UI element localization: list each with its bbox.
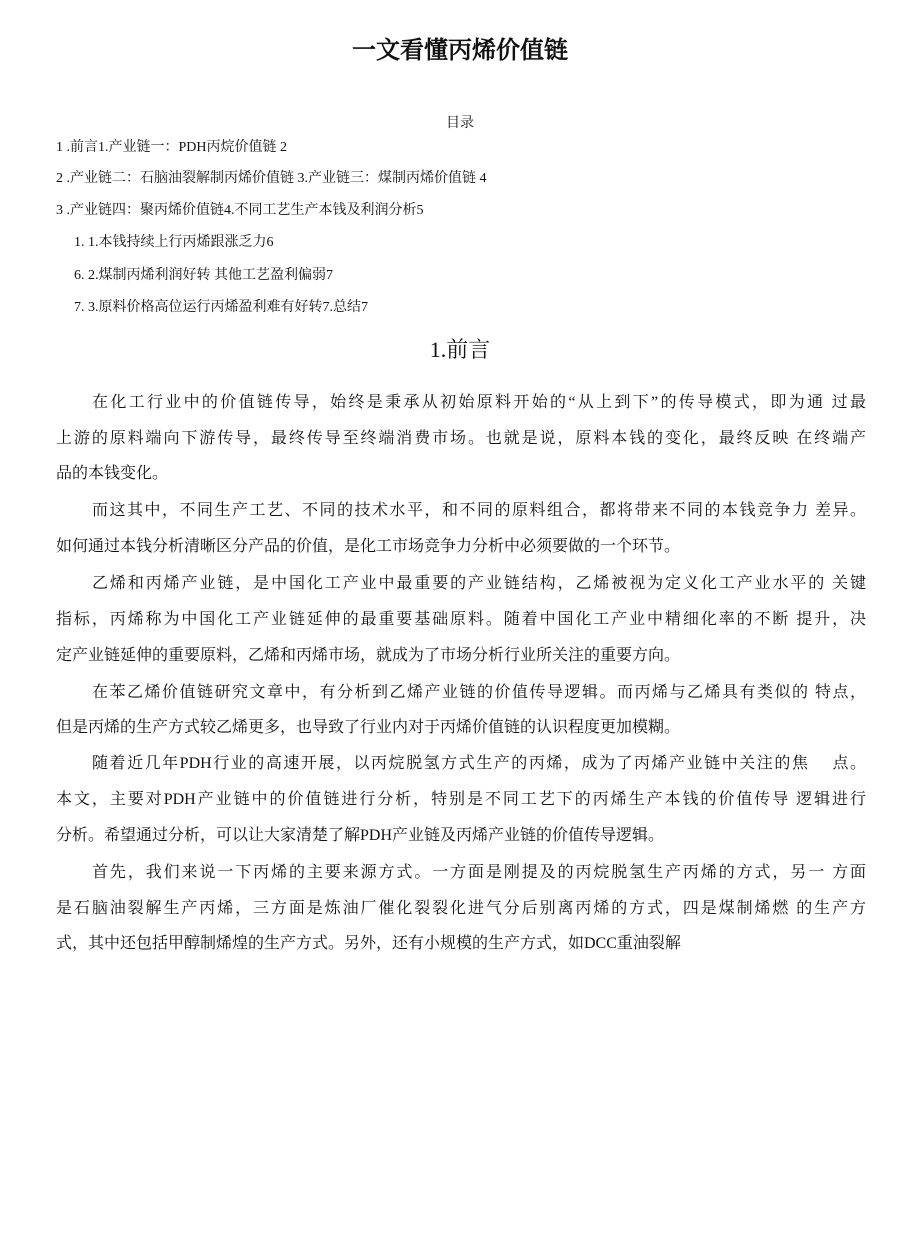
toc-heading: 目录 <box>446 116 474 131</box>
paragraph-line: 本文，主要对PDH产业链中的价值链进行分析，特别是不同工艺下的丙烯生产本钱的价值传导 逻辑进行 <box>56 791 866 808</box>
toc-item[interactable]: 3 .产业链四：聚丙烯价值链4.不同工艺生产本钱及利润分析5 <box>56 203 424 218</box>
paragraph-line: 如何通过本钱分析清晰区分产品的价值，是化工市场竞争力分析中必须要做的一个环节。 <box>56 538 681 555</box>
toc-item[interactable]: 7. 3.原料价格高位运行丙烯盈利难有好转7.总结7 <box>74 300 368 315</box>
document-title: 一文看懂丙烯价值链 <box>352 37 568 64</box>
paragraph-line: 但是丙烯的生产方式较乙烯更多，也导致了行业内对于丙烯价值链的认识程度更加模糊。 <box>56 719 681 736</box>
paragraph-line: 上游的原料端向下游传导，最终传导至终端消费市场。也就是说，原料本钱的变化，最终反映 在终端产 <box>56 430 866 447</box>
paragraph-line: 在苯乙烯价值链研究文章中，有分析到乙烯产业链的价值传导逻辑。而丙烯与乙烯具有类似的 特点， <box>92 684 866 701</box>
paragraph-line: 定产业链延伸的重要原料，乙烯和丙烯市场，就成为了市场分析行业所关注的重要方向。 <box>56 647 681 664</box>
paragraph-line: 随着近几年PDH行业的高速开展，以丙烷脱氢方式生产的丙烯，成为了丙烯产业链中关注的焦 点。 <box>92 755 866 772</box>
paragraph-line: 指标，丙烯称为中国化工产业链延伸的最重要基础原料。随着中国化工产业中精细化率的不断 提升，决 <box>56 611 866 628</box>
paragraph-line: 首先，我们来说一下丙烯的主要来源方式。一方面是刚提及的丙烷脱氢生产丙烯的方式，另一 方面 <box>92 864 866 881</box>
paragraph-line: 乙烯和丙烯产业链，是中国化工产业中最重要的产业链结构，乙烯被视为定义化工产业水平的 关键 <box>92 575 866 592</box>
paragraph-line: 分析。希望通过分析，可以让大家清楚了解PDH产业链及丙烯产业链的价值传导逻辑。 <box>56 827 665 844</box>
paragraph-line: 品的本钱变化。 <box>56 465 169 482</box>
paragraph-line: 是石脑油裂解生产丙烯，三方面是炼油厂催化裂裂化进气分后别离丙烯的方式，四是煤制烯燃 的生产方 <box>56 900 866 917</box>
toc-item[interactable]: 2 .产业链二：石脑油裂解制丙烯价值链 3.产业链三：煤制丙烯价值链 4 <box>56 171 487 186</box>
paragraph-line: 式，其中还包括甲醇制烯煌的生产方式。另外，还有小规模的生产方式，如DCC重油裂解 <box>56 935 681 952</box>
toc-item[interactable]: 6. 2.煤制丙烯利润好转 其他工艺盈利偏弱7 <box>74 268 333 283</box>
toc-item[interactable]: 1 .前言1.产业链一：PDH丙烷价值链 2 <box>56 140 288 155</box>
paragraph-line: 而这其中，不同生产工艺、不同的技术水平，和不同的原料组合，都将带来不同的本钱竞争力 差异。 <box>92 502 866 519</box>
section-heading: 1.前言 <box>429 337 491 362</box>
paragraph-line: 在化工行业中的价值链传导，始终是秉承从初始原料开始的“从上到下”的传导模式，即为通 过最 <box>92 394 866 411</box>
toc-item[interactable]: 1. 1.本钱持续上行丙烯跟涨乏力6 <box>74 235 274 250</box>
